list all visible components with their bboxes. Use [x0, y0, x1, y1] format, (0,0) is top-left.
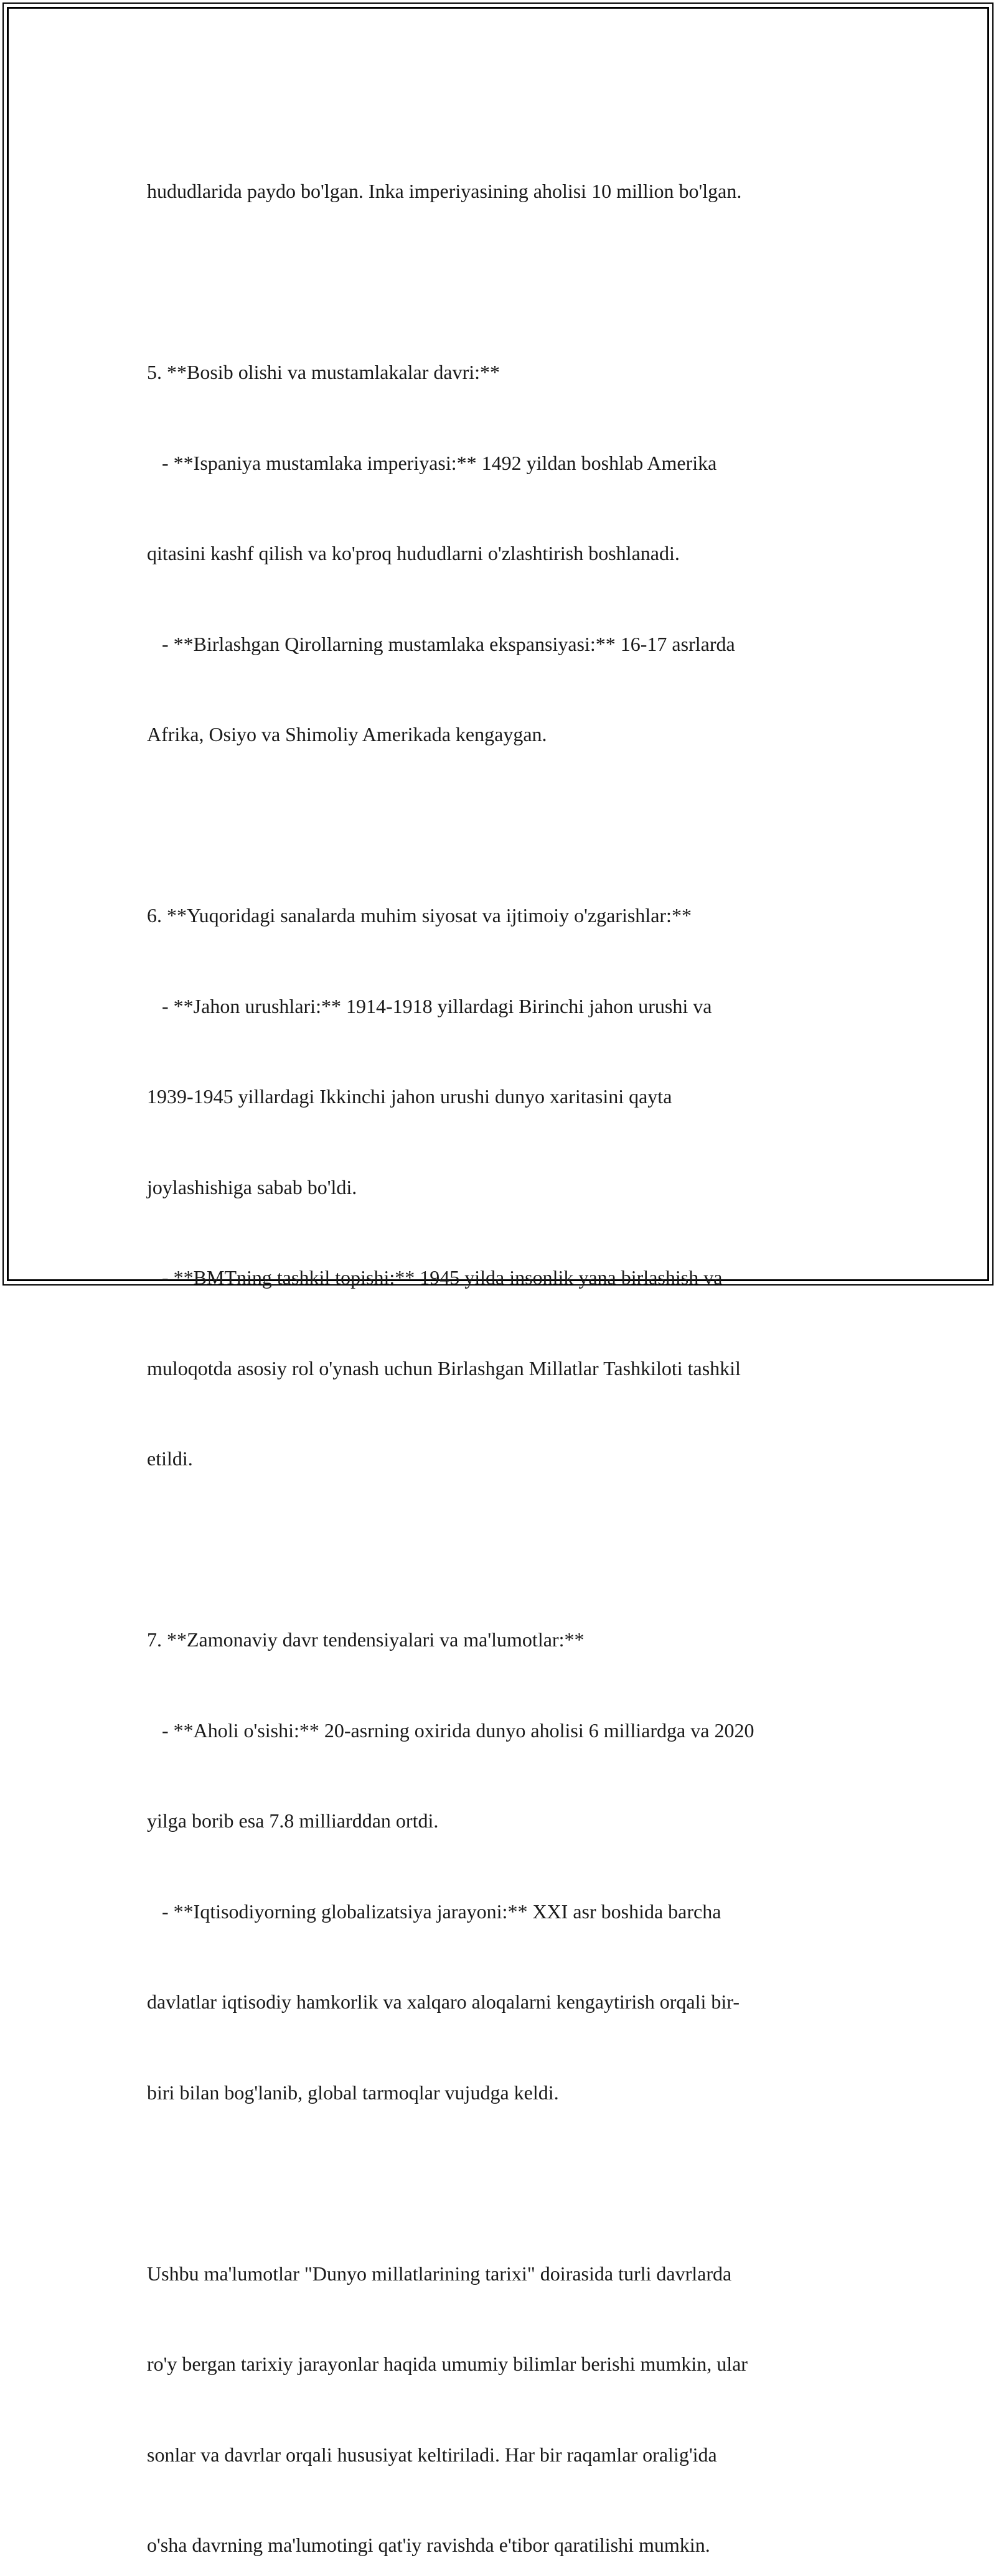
- paragraph-line: Ushbu ma'lumotlar "Dunyo millatlarining tarixi" doirasida turli davrlarda: [147, 2262, 732, 2285]
- list-item-line: - **Birlashgan Qirollarning mustamlaka ekspansiyasi:** 16-17 asrlarda: [147, 632, 735, 655]
- section-heading: 6. **Yuqoridagi sanalarda muhim siyosat va ijtimoiy o'zgarishlar:**: [147, 904, 692, 926]
- paragraph-line: o'sha davrning ma'lumotingi qat'iy ravishda e'tibor qaratilishi mumkin.: [147, 2534, 710, 2556]
- text-line: yilga borib esa 7.8 milliarddan ortdi.: [147, 1809, 439, 1832]
- text-line: etildi.: [147, 1447, 193, 1470]
- list-item-line: - **BMTning tashkil topishi:** 1945 yilda insonlik yana birlashish va: [147, 1266, 723, 1289]
- list-item-line: - **Aholi o'sishi:** 20-asrning oxirida dunyo aholisi 6 milliardga va 2020: [147, 1719, 754, 1742]
- blank-line: [147, 810, 857, 841]
- text-line: muloqotda asosiy rol o'ynash uchun Birlashgan Millatlar Tashkiloti tashkil: [147, 1356, 741, 1379]
- text-line: davlatlar iqtisodiy hamkorlik va xalqaro aloqalarni kengaytirish orqali bir-: [147, 1990, 740, 2013]
- paragraph-line: ro'y bergan tarixiy jarayonlar haqida umumiy bilimlar berishi mumkin, ular: [147, 2353, 748, 2375]
- text-line: hududlarida paydo bo'lgan. Inka imperiyasining aholisi 10 million bo'lgan.: [147, 180, 742, 202]
- paragraph-line: sonlar va davrlar orqali hususiyat keltiriladi. Har bir raqamlar oralig'ida: [147, 2443, 717, 2466]
- blank-line: [147, 2168, 857, 2198]
- text-line: 1939-1945 yillardagi Ikkinchi jahon urushi dunyo xaritasini qayta: [147, 1085, 672, 1108]
- document-body: [147, 116, 857, 2576]
- text-line: qitasini kashf qilish va ko'proq hududlarni o'zlashtirish boshlanadi.: [147, 542, 680, 564]
- list-item-line: - **Iqtisodiyorning globalizatsiya jarayoni:** XXI asr boshida barcha: [147, 1900, 721, 1923]
- list-item-line: - **Jahon urushlari:** 1914-1918 yillardagi Birinchi jahon urushi va: [147, 994, 712, 1017]
- section-heading: 5. **Bosib olishi va mustamlakalar davri:**: [147, 361, 500, 383]
- text-line: biri bilan bog'lanib, global tarmoqlar vujudga keldi.: [147, 2081, 559, 2104]
- section-heading: 7. **Zamonaviy davr tendensiyalari va ma'lumotlar:**: [147, 1628, 585, 1651]
- list-item-line: - **Ispaniya mustamlaka imperiyasi:** 1492 yildan boshlab Amerika: [147, 451, 717, 474]
- blank-line: [147, 267, 857, 297]
- blank-line: [147, 1534, 857, 1565]
- text-line: Afrika, Osiyo va Shimoliy Amerikada kengaygan.: [147, 723, 547, 745]
- text-line: joylashishiga sabab bo'ldi.: [147, 1175, 357, 1198]
